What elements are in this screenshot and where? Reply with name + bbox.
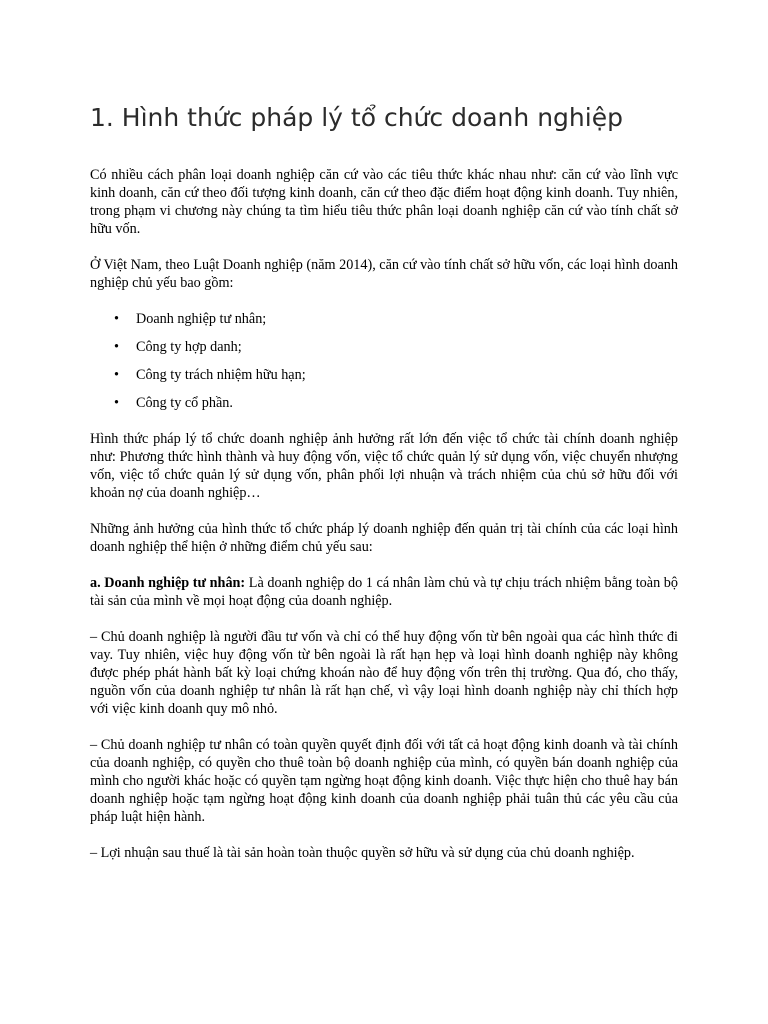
paragraph-legal-form-impact: Hình thức pháp lý tổ chức doanh nghiệp ảnh hưởng rất lớn đến việc tổ chức tài chính doanh nghiệp như: Phương thức hình thành và huy động vốn, việc tổ chức quản lý sử dụng vốn, việc chuyển nhượng vốn, việc tổ chức quản lý sử dụng vốn, phân phối lợi nhuận và trách nhiệm của chủ sở hữu đối với khoản nợ của doanh nghiệp… [90, 431, 678, 501]
paragraph-impact-points: Những ảnh hưởng của hình thức tổ chức pháp lý doanh nghiệp đến quản trị tài chính của các loại hình doanh nghiệp thể hiện ở những điểm chủ yếu sau: [90, 521, 678, 555]
bullet-icon: • [114, 395, 119, 411]
page-title: 1. Hình thức pháp lý tổ chức doanh nghiệp [90, 103, 623, 132]
list-item-label: Doanh nghiệp tư nhân; [136, 311, 267, 327]
paragraph-owner-rights: – Chủ doanh nghiệp tư nhân có toàn quyền quyết định đối với tất cả hoạt động kinh doanh và tài chính của doanh nghiệp, có quyền cho thuê toàn bộ doanh nghiệp của mình, có quyền bán doanh nghiệp của mình cho người khác hoặc có quyền tạm ngừng hoạt động kinh doanh. Việc thực hiện cho thuê hay bán doanh nghiệp hoặc tạm ngừng hoạt động kinh doanh của doanh nghiệp phải tuân thủ các yêu cầu của pháp luật hiện hành. [90, 737, 678, 825]
section-text: Là doanh nghiệp do 1 cá nhân làm chủ và tự chịu trách nhiệm bằng toàn bộ tài sản của mình về mọi hoạt động của doanh nghiệp. [90, 575, 678, 609]
paragraph-intro: Có nhiều cách phân loại doanh nghiệp căn cứ vào các tiêu thức khác nhau như: căn cứ vào lĩnh vực kinh doanh, căn cứ theo đối tượng kinh doanh, căn cứ theo đặc điểm hoạt động kinh doanh. Tuy nhiên, trong phạm vi chương này chúng ta tìm hiểu tiêu thức phân loại doanh nghiệp căn cứ vào tính chất sở hữu vốn. [90, 167, 678, 237]
list-item-label: Công ty hợp danh; [136, 339, 242, 355]
bullet-icon: • [114, 311, 119, 327]
list-item [90, 394, 678, 412]
list-item-label: Công ty trách nhiệm hữu hạn; [136, 367, 306, 383]
bullet-icon: • [114, 367, 119, 383]
list-item-label: Công ty cổ phần. [136, 395, 233, 411]
enterprise-type-list [90, 310, 678, 412]
paragraph-vietnam-law: Ở Việt Nam, theo Luật Doanh nghiệp (năm 2014), căn cứ vào tính chất sở hữu vốn, các loại hình doanh nghiệp chủ yếu bao gồm: [90, 257, 678, 291]
list-item [90, 366, 678, 384]
paragraph-capital: – Chủ doanh nghiệp là người đầu tư vốn và chỉ có thể huy động vốn từ bên ngoài qua các hình thức đi vay. Tuy nhiên, việc huy động vốn từ bên ngoài là rất hạn hẹp và loại hình doanh nghiệp này không được phép phát hành bất kỳ loại chứng khoán nào để huy động vốn trên thị trường. Qua đó, cho thấy, nguồn vốn của doanh nghiệp tư nhân là rất hạn chế, vì vậy loại hình doanh nghiệp này chỉ thích hợp với việc kinh doanh quy mô nhỏ. [90, 629, 678, 717]
paragraph-profit: – Lợi nhuận sau thuế là tài sản hoàn toàn thuộc quyền sở hữu và sử dụng của chủ doanh nghiệp. [90, 845, 635, 861]
section-label: a. Doanh nghiệp tư nhân: [90, 575, 246, 591]
paragraph-private-enterprise [90, 574, 678, 610]
list-item [90, 310, 678, 328]
document-body [90, 166, 678, 880]
list-item [90, 338, 678, 356]
bullet-icon: • [114, 339, 119, 355]
